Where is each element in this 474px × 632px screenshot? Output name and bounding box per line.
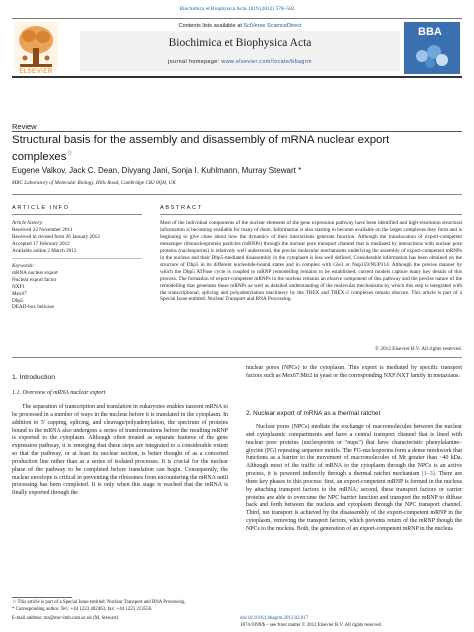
contents-prefix: Contents lists available at: [178, 23, 244, 29]
section-heading-thermal-ratchet: 2. Nuclear export of mRNA as a thermal ratchet: [246, 410, 381, 417]
article-info-heading: ARTICLE INFO: [12, 205, 70, 211]
divider: [12, 357, 462, 358]
history-label: Article history:: [12, 220, 44, 226]
homepage-prefix: journal homepage:: [168, 59, 222, 65]
divider: [12, 131, 462, 132]
abstract-heading: ABSTRACT: [160, 205, 203, 211]
paragraph-text: Nuclear pores (NPCs) mediate the exchange of macromolecules between the nuclear and cytoplasmic compartments and have a central transport channel that is lined with nuclear pore proteins (nucleoporins or "nups") that have characteristic phenylalanine–glycine (FG) repeating sequence motifs. The FG-nucleoporins form a dense meshwork that functions as a barrier to the movement of macromolecules of Mr greater than ~40 kDa. Although most of the traffic of mRNA to the cytoplasm through the NPCs is an active process, it is powered indirectly through a thermal ratchet mechanism: [246, 424, 462, 478]
abstract-text: Most of the individual components of the nuclear elements of the gene expression pathway have been identified and high-resolution structural information is becoming available for many of them. Information is also starting to become available on the larger complexes they form and is beginning to give clues about how the dynamics of their interactions generate function. Although the translocation of export-competent messenger ribonucleoprotein particles (mRNPs) through the nuclear pore transport channel that is mediated by interactions with nuclear pore proteins (nucleoporins) is relatively well understood, the precise molecular mechanisms underlying the assembly of export-competent mRNPs in the nucleus and their Dbp5-mediated disassembly in the cytoplasm is less well defined. Considerable information has been obtained on the structure of Dbp5 in its different nucleotide-bound states and in complex with Gle1 or Nup159/NUP214. Although the precise manner by which the Dbp5 ATPase cycle is coupled to mRNP remodelling remains to be established, current models capture many key details of this process. The formation of export-competent mRNPs in the nucleus remains an elusive component of this pathway and the precise nature of the remodelling that generates these mRNPs as well as detailed understanding of the molecular mechanisms by which this step is integrated with the transcriptional, splicing and polyadenylation machinery by the TREX and TREX-2 complexes remain obscure. This article is part of a Special Issue entitled: Nuclear Transport and RNA Processing.: [160, 220, 462, 303]
divider: [12, 194, 462, 195]
article-title: [12, 134, 432, 165]
homepage-link[interactable]: www.elsevier.com/locate/bbagrm: [221, 59, 312, 65]
paragraph: [246, 424, 462, 534]
footnote-divider: [12, 597, 72, 598]
paragraph: nuclear pores (NPCs) to the cytoplasm. This export is mediated by specific transport factors such as Mex67:Mtr2 in yeast or the corresponding NXF:NXT family in metazoans.: [246, 365, 462, 379]
history-item: Accepted 17 February 2012: [12, 240, 70, 247]
doi-link[interactable]: doi:10.1016/j.bbagrm.2012.02.017: [240, 616, 309, 621]
keyword-item: Mex67: [12, 290, 27, 297]
issn-block: [12, 616, 228, 622]
journal-title: Biochimica et Biophysica Acta: [168, 37, 312, 49]
elsevier-tree-logo: [14, 22, 58, 70]
email-footnote[interactable]: E-mail address: ms@mrc-lmb.cam.ac.uk (M. Stewart).: [12, 616, 120, 621]
footnotes: [12, 600, 228, 606]
subsection-heading: 1.1. Overview of mRNA nuclear export: [12, 390, 106, 396]
keywords: [12, 263, 152, 311]
journal-homepage: [80, 59, 400, 65]
author-list: Eugene Valkov, Jack C. Dean, Divyang Jani, Sonja I. Kuhlmann, Murray Stewart *: [12, 166, 302, 175]
issn-line: 1874-9399/$ – see front matter © 2012 Elsevier B.V. All rights reserved.: [240, 623, 383, 628]
paragraph-text: . There are three key phases to this process: first, an export-competent mRNP is formed in the nucleus by attaching transport factors to the mRNA; second, these transport factors or carrier proteins are able to overcome the NPC barrier function and transport the mRNP to diffuse back and forth between the nucleus and cytoplasm through the NPC transport channel. Third, net transport is achieved by the disassembly of the export-competent mRNP in the cytoplasm, removing the transport factors, which prevents return of the mRNP though the NPCs to the nucleus. Both, the generation of an export-competent mRNP in the nucleus: [246, 471, 462, 532]
divider: [160, 214, 462, 215]
paragraph: The separation of transcription and translation in eukaryotes enables nascent mRNA to be processed in a number of ways in the nucleus before it is translated in the cytoplasm. In addition to 5′ capping, splicing, and cleavage/polyadenylation, the spectrum of proteins bound to the mRNA also undergoes a series of transformations before the resulting mRNP is exported to the cytoplasm. Although often treated as separate features of the gene expression pathway, it is emerging that these steps are integrated to a considerable extent so that the pathway, or at least its nuclear section, is better thought of as a concerted production line rather than as a series of isolated processes. It is crucial for the nuclear phase of the pathway to be completed before translation can begin. Consequently, the nuclear envelope is critical in preventing the ribosomes from encountering the mRNA until processing has been completed. It is only when this stage is reached that the mRNA is finally exported through the: [12, 404, 228, 497]
section-heading-introduction: 1. Introduction: [12, 374, 56, 381]
section-label: Review: [12, 122, 37, 131]
keyword-item: Nuclear export factor: [12, 276, 57, 283]
footnote: * Corresponding author. Tel.: +44 1223 402463; fax: +44 1223 213556.: [12, 607, 153, 612]
article-history: [12, 220, 152, 255]
body-column-right-top: [246, 365, 462, 381]
affiliation: MRC Laboratory of Molecular Biology, Hills Road, Cambridge CB2 0QH, UK: [12, 180, 176, 186]
sciencedirect-link[interactable]: SciVerse ScienceDirect: [243, 23, 302, 29]
footnotes-contact: [12, 607, 228, 613]
article-title-text: Structural basis for the assembly and disassembly of mRNA nuclear export complexes: [12, 134, 390, 164]
doi-block: [240, 616, 462, 622]
keyword-item: DEAD-box helicase: [12, 304, 54, 311]
cover-label: BBA: [418, 26, 442, 38]
body-column-left: [12, 404, 228, 498]
divider: [12, 258, 142, 259]
history-item: Available online 2 March 2012: [12, 247, 77, 254]
history-item: Received in revised form 26 January 2012: [12, 233, 100, 240]
reference-link[interactable]: [1–3]: [421, 471, 435, 478]
keyword-item: mRNA nuclear export: [12, 269, 58, 276]
contents-line: [80, 23, 400, 29]
divider: [12, 214, 142, 215]
publisher-name: ELSEVIER: [19, 69, 53, 75]
copyright-notice: © 2012 Elsevier B.V. All rights reserved.: [374, 346, 462, 352]
keywords-label: Keywords:: [12, 263, 35, 269]
star-footnote-icon[interactable]: ☆: [66, 150, 73, 158]
issn-doi-block: [240, 623, 462, 629]
body-column-right: [246, 424, 462, 534]
history-item: Received 22 November 2011: [12, 226, 73, 233]
keyword-item: NXF1: [12, 283, 25, 290]
journal-citation[interactable]: Biochimica et Biophysica Acta 1819 (2012) 578–582: [179, 6, 295, 12]
cover-molecule-icon: [412, 42, 452, 70]
keyword-item: Dbp5: [12, 297, 24, 304]
footnote: ☆ This article is part of a Special Issue entitled: Nuclear Transport and RNA Processing.: [12, 600, 186, 605]
